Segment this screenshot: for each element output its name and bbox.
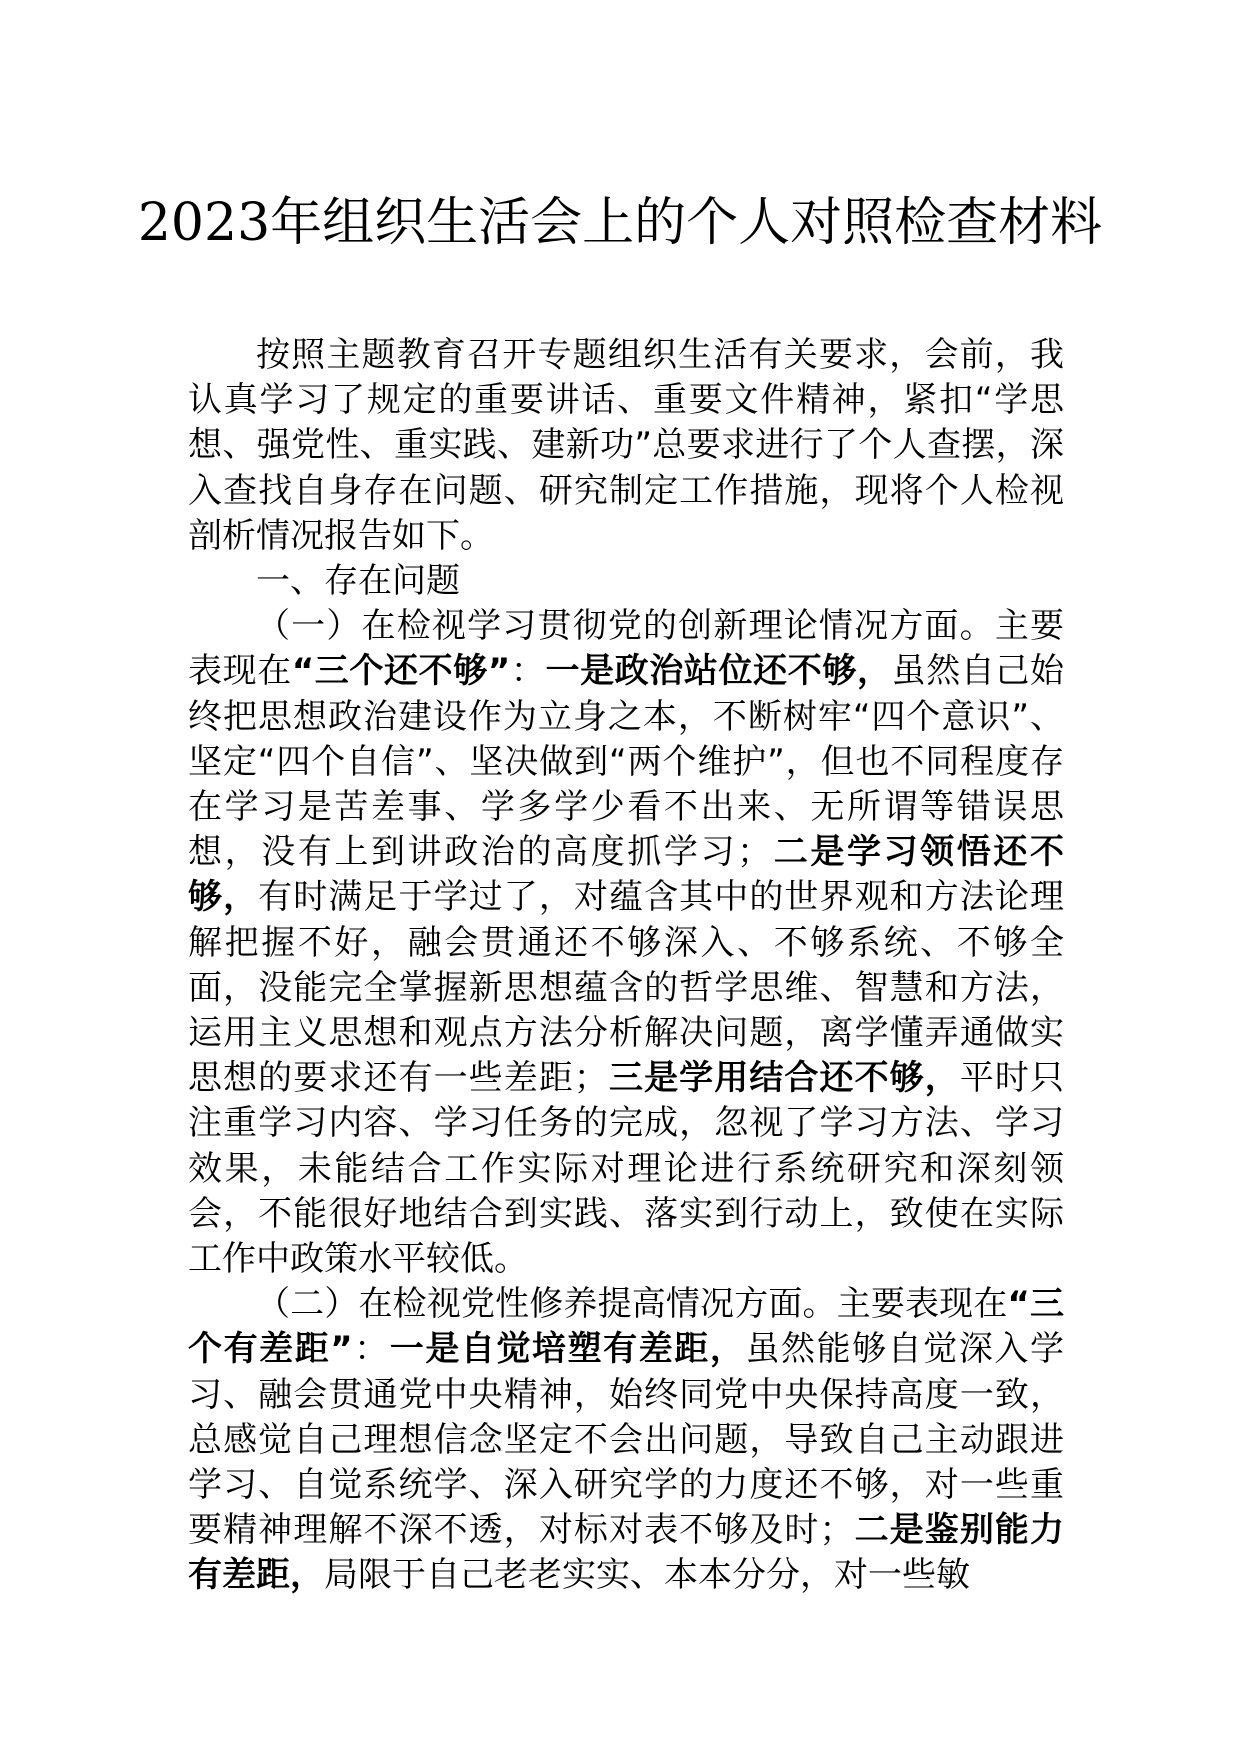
text-run: 局限于自己老老实实、本本分分，对一些敏 xyxy=(324,1555,970,1596)
bold-run: 二是学习领悟还不够， xyxy=(188,832,1065,918)
paragraph-party-spirit xyxy=(188,1282,1064,1598)
document-body xyxy=(188,333,1064,1599)
text-run: 有时满足于学过了，对蕴含其中的世界观和方法论理解把握不好，融会贯通还不够深入、不够系统、不够全面，没能完全掌握新思想蕴含的哲学思维、智慧和方法，运用主义思想和观点方法分析解决问题，离学懂弄通做实思想的要求还有一些差距； xyxy=(188,877,1065,1099)
text-run: 虽然自己始终把思想政治建设作为立身之本，不断树牢“四个意识”、坚定“四个自信”、坚决做到“两个维护”，但也不同程度存在学习是苦差事、学多学少看不出来、无所谓等错误思想，没有上到讲政治的高度抓学习； xyxy=(188,651,1065,873)
text-run: ： xyxy=(510,651,546,692)
bold-run: “三个有差距” xyxy=(188,1284,1064,1370)
text-run: 平时只注重学习内容、学习任务的完成，忽视了学习方法、学习效果，未能结合工作实际对理论进行系统研究和深刻领会，不能很好地结合到实践、落实到行动上，致使在实际工作中政策水平较低。 xyxy=(188,1058,1065,1280)
paragraph-theory-study xyxy=(188,604,1064,1282)
bold-run: “三个还不够” xyxy=(291,651,511,692)
bold-run: 三是学用结合还不够， xyxy=(607,1058,960,1099)
bold-run: 一是政治站位还不够， xyxy=(545,651,892,692)
bold-run: 二是鉴别能力有差距， xyxy=(188,1510,1064,1596)
bold-run: 一是自觉培塑有差距， xyxy=(389,1329,746,1370)
text-run: 虽然能够自觉深入学习、融会贯通党中央精神，始终同党中央保持高度一致，总感觉自己理想信念坚定不会出问题，导致自己主动跟进学习、自觉系统学、深入研究学的力度还不够，对一些重要精神理解不深不透，对标对表不够及时； xyxy=(188,1329,1064,1551)
text-run: （二）在检视党性修养提高情况方面。主要表现在 xyxy=(256,1284,1008,1325)
document-title: 2023年组织生活会上的个人对照检查材料 xyxy=(137,193,1103,253)
text-run: ： xyxy=(352,1329,390,1370)
text-run: （一）在检视学习贯彻党的创新理论情况方面。主要表现在 xyxy=(188,606,1064,692)
section-heading: 一、存在问题 xyxy=(256,561,460,602)
intro-paragraph: 按照主题教育召开专题组织生活有关要求，会前，我认真学习了规定的重要讲话、重要文件精神，紧扣“学思想、强党性、重实践、建新功”总要求进行了个人查摆，深入查找自身存在问题、研究制定工作措施，现将个人检视剖析情况报告如下。 xyxy=(188,335,1064,556)
